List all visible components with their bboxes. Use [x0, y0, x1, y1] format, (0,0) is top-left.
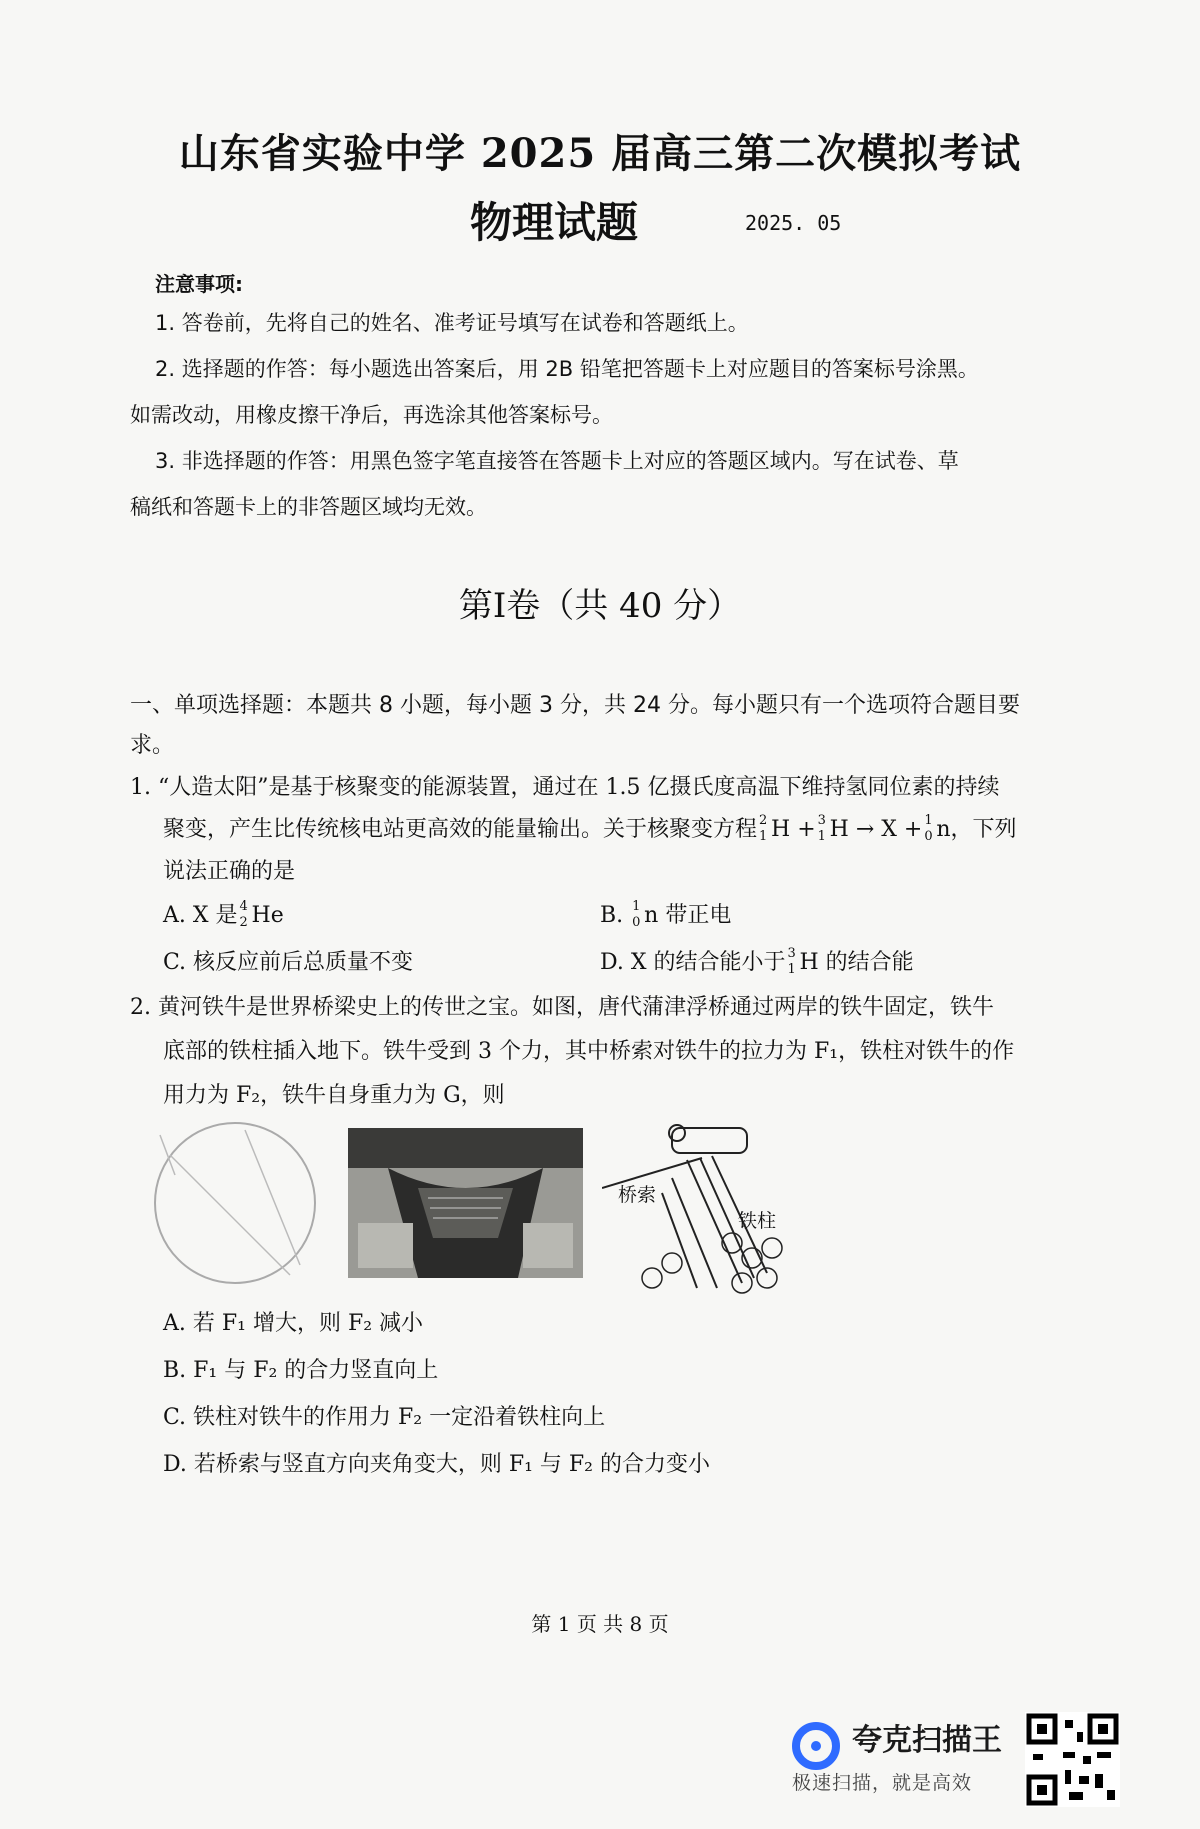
q1-text: ，下列 — [950, 817, 1017, 842]
q2-option-d: D. 若桥索与竖直方向夹角变大，则 F₁ 与 F₂ 的合力变小 — [163, 1452, 710, 1477]
q1-line — [163, 812, 1017, 843]
section-heading-cont: 求。 — [130, 733, 175, 758]
qr-code-icon — [1025, 1712, 1120, 1807]
section-heading: 一、单项选择题：本题共 8 小题，每小题 3 分，共 24 分。每小题只有一个选项符合题目要 — [130, 693, 1020, 718]
note-item: 2. 选择题的作答：每小题选出答案后，用 2B 铅笔把答题卡上对应题目的答案标号涂黑。 — [155, 357, 979, 381]
q1-option-a: A. X 是 4 2 He — [163, 899, 284, 930]
q1-option-b: B. 1 0 n 带正电 — [600, 899, 732, 930]
note-item: 3. 非选择题的作答：用黑色签字笔直接答在答题卡上对应的答题区域内。写在试卷、草 — [155, 449, 959, 473]
note-item: 1. 答卷前，先将自己的姓名、准考证号填写在试卷和答题纸上。 — [155, 311, 749, 335]
q2-option-a: A. 若 F₁ 增大，则 F₂ 减小 — [163, 1311, 424, 1336]
q2-option-c: C. 铁柱对铁牛的作用力 F₂ 一定沿着铁柱向上 — [163, 1405, 606, 1430]
scanner-slogan: 极速扫描，就是高效 — [792, 1772, 973, 1794]
q1-text: 聚变，产生比传统核电站更高效的能量输出。关于核聚变方程 — [163, 817, 758, 842]
label-cable: 桥索 — [618, 1184, 657, 1206]
notes-heading: 注意事项: — [155, 272, 243, 296]
note-item: 如需改动，用橡皮擦干净后，再选涂其他答案标号。 — [130, 403, 613, 427]
q1-line: 说法正确的是 — [163, 859, 296, 884]
fusion-equation: 2 1 H + 3 1 H → X + 1 0 n — [759, 813, 951, 844]
part-title: 第Ⅰ卷（共 40 分） — [458, 586, 742, 626]
subject-title: 物理试题 — [470, 198, 639, 247]
exam-title: 山东省实验中学 2025 届高三第二次模拟考试 — [178, 130, 1022, 177]
scribble-circle-figure — [150, 1115, 325, 1290]
q1-line: 1. “人造太阳”是基于核聚变的能源装置，通过在 1.5 亿摄氏度高温下维持氢同位素的持续 — [130, 775, 1000, 800]
scanner-logo-icon — [790, 1720, 842, 1772]
page-footer: 第 1 页 共 8 页 — [531, 1612, 669, 1636]
exam-date: 2025. 05 — [745, 211, 842, 235]
q2-line: 用力为 F₂，铁牛自身重力为 G，则 — [163, 1083, 505, 1108]
q2-line: 底部的铁柱插入地下。铁牛受到 3 个力，其中桥索对铁牛的拉力为 F₁，铁柱对铁牛的作 — [163, 1039, 1015, 1064]
label-pillar: 铁柱 — [738, 1210, 777, 1232]
q1-option-d: D. X 的结合能小于 3 1 H 的结合能 — [600, 946, 914, 977]
note-item: 稿纸和答题卡上的非答题区域均无效。 — [130, 495, 487, 519]
scanner-brand: 夸克扫描王 — [852, 1723, 1002, 1758]
q1-option-c: C. 核反应前后总质量不变 — [163, 950, 414, 975]
q2-line: 2. 黄河铁牛是世界桥梁史上的传世之宝。如图，唐代蒲津浮桥通过两岸的铁牛固定，铁牛 — [130, 995, 994, 1020]
q2-option-b: B. F₁ 与 F₂ 的合力竖直向上 — [163, 1358, 439, 1383]
bridge-photo — [348, 1128, 583, 1278]
